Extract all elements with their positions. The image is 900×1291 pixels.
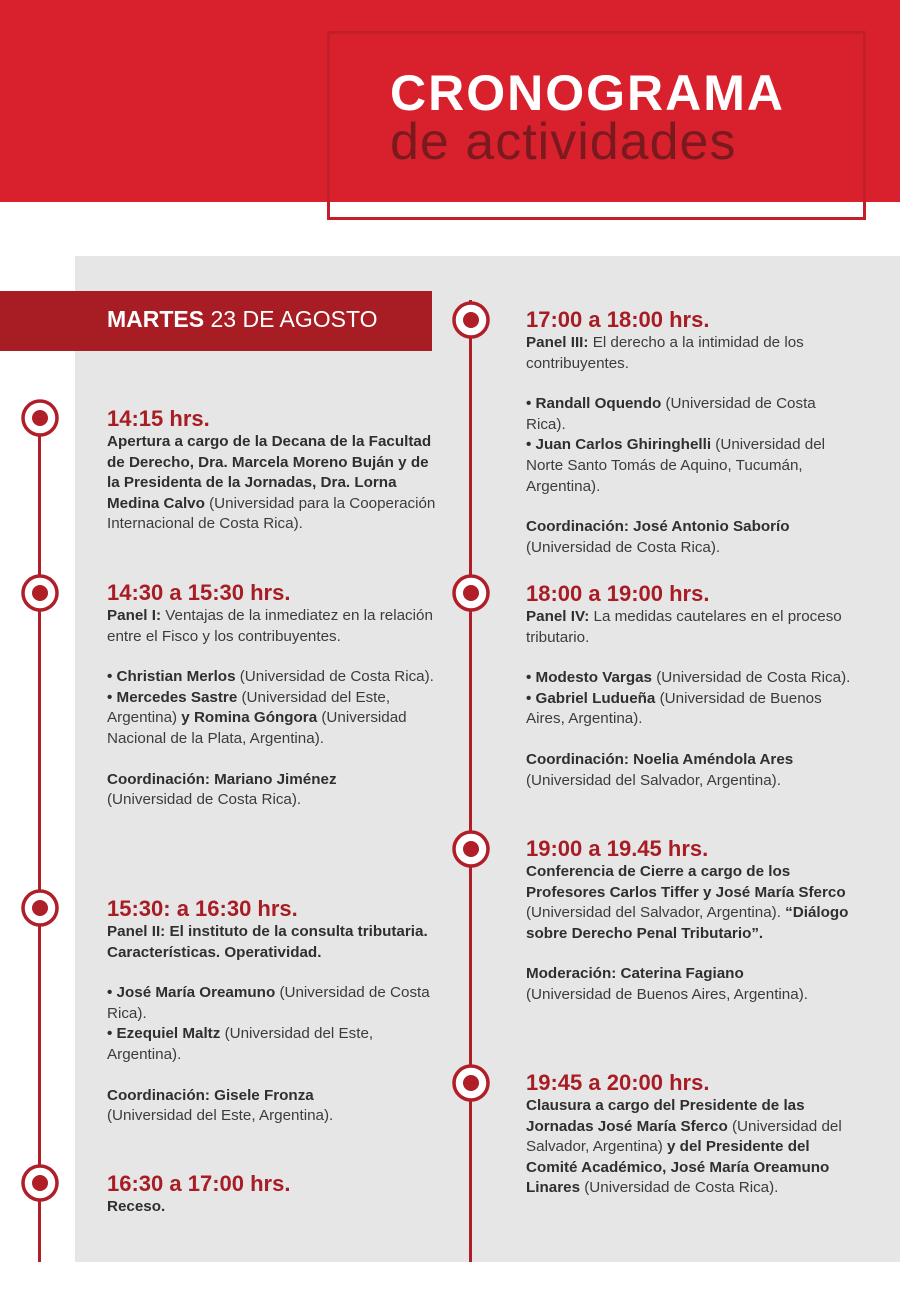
entry-title: Receso. [107, 1198, 166, 1215]
day-label [107, 306, 378, 333]
coordination-affiliation: (Universidad del Salvador, Argentina). [526, 771, 781, 789]
entry-body [107, 432, 437, 535]
entry-time: 19:00 a 19.45 hrs. [526, 836, 709, 861]
coordination-affiliation: (Universidad de Costa Rica). [107, 791, 302, 809]
speaker-name: • Juan Carlos Ghiringhelli [526, 436, 712, 454]
entry-body [526, 1096, 851, 1199]
entry-affiliation: (Universidad del Salvador, Argentina). [526, 904, 781, 922]
entry-title: Clausura a cargo del Presidente de las Jornadas José María Sferco [526, 1097, 805, 1135]
speaker-name: • Modesto Vargas [526, 669, 653, 687]
panel-text: El derecho a la intimidad de los contribuyentes. [526, 334, 804, 372]
speaker-name: • Gabriel Ludueña [526, 689, 656, 707]
coordination [107, 770, 437, 791]
speaker-item [526, 668, 851, 689]
timeline-marker-icon [451, 573, 491, 613]
entry-title: Apertura a cargo de la Decana de la Facultad de Derecho, Dra. Marcela Moreno Buján y de la Presidenta de la Jornadas, Dra. Lorna Medina Calvo [107, 433, 432, 512]
panel-text: Ventajas de la inmediatez en la relación entre el Fisco y los contribuyentes. [107, 607, 433, 645]
speaker-item [107, 667, 437, 688]
entry-time: 14:30 a 15:30 hrs. [107, 580, 291, 605]
entry-time: 14:15 hrs. [107, 406, 210, 431]
panel-description [526, 333, 851, 374]
schedule-entry [107, 896, 437, 1127]
speaker-item [107, 983, 437, 1024]
speaker-name: y Romina Góngora [177, 709, 318, 727]
coordination-label: Coordinación: Mariano Jiménez [107, 770, 337, 788]
coordination-affiliation: (Universidad del Este, Argentina). [107, 1107, 334, 1125]
speaker-name: • José María Oreamuno [107, 984, 276, 1002]
coordination-label: Coordinación: José Antonio Saborío [526, 518, 790, 536]
timeline-line-right [469, 300, 472, 1262]
entry-affiliation: (Universidad del Salvador, Argentina) [526, 1117, 842, 1156]
speaker-affiliation: (Universidad de Costa Rica). [107, 984, 430, 1022]
speaker-affiliation: (Universidad Nacional de la Plata, Argentina). [107, 709, 407, 747]
entry-time: 16:30 a 17:00 hrs. [107, 1171, 291, 1196]
page-title: CRONOGRAMA [390, 65, 785, 121]
entry-title: y del Presidente del Comité Académico, José María Oreamuno Linares [526, 1138, 830, 1197]
schedule-entry [526, 581, 851, 791]
panel-label: Panel I: [107, 607, 162, 624]
schedule-entry [107, 1171, 437, 1218]
panel-description [107, 922, 437, 963]
day-weekday: MARTES [107, 306, 205, 332]
moderation-label: Moderación: Caterina Fagiano [526, 965, 744, 983]
timeline-marker-icon [20, 573, 60, 613]
panel-label: Panel III: [526, 334, 589, 351]
coordination-label: Coordinación: Noelia Améndola Ares [526, 750, 794, 768]
day-date: 23 DE AGOSTO [204, 306, 378, 332]
speaker-name: • Randall Oquendo [526, 395, 662, 413]
speaker-item [107, 1024, 437, 1065]
coordination [526, 517, 851, 538]
schedule-entry [526, 307, 851, 558]
speaker-affiliation: (Universidad de Costa Rica). [235, 668, 434, 686]
coordination [107, 1086, 437, 1107]
panel-text: Panel II: El instituto de la consulta tributaria. Características. Operatividad. [107, 923, 428, 961]
moderation [526, 964, 851, 985]
entry-affiliation: (Universidad de Costa Rica). [580, 1179, 779, 1197]
schedule-entry [526, 1070, 851, 1199]
entry-time: 15:30: a 16:30 hrs. [107, 896, 298, 921]
talk-title: “Diálogo sobre Derecho Penal Tributario”. [526, 904, 849, 942]
panel-description [526, 607, 851, 648]
speaker-affiliation: (Universidad de Costa Rica). [652, 669, 851, 687]
speaker-affiliation: (Universidad del Norte Santo Tomás de Aquino, Tucumán, Argentina). [526, 436, 826, 495]
timeline-marker-icon [20, 398, 60, 438]
coordination [526, 750, 851, 771]
entry-time: 19:45 a 20:00 hrs. [526, 1070, 710, 1095]
schedule-entry [526, 836, 851, 1006]
entry-body [526, 862, 851, 944]
page-subtitle: de actividades [390, 113, 737, 171]
timeline-marker-icon [451, 829, 491, 869]
entry-body [107, 1197, 437, 1218]
speaker-name: • Ezequiel Maltz [107, 1025, 221, 1043]
speaker-affiliation: (Universidad del Este, Argentina) [107, 688, 391, 727]
entry-title: Conferencia de Cierre a cargo de los Profesores Carlos Tiffer y José María Sferco [526, 863, 846, 901]
speaker-item [526, 689, 851, 730]
speaker-name: • Christian Merlos [107, 668, 236, 686]
speaker-item [526, 435, 851, 497]
speaker-item [526, 394, 851, 435]
speaker-affiliation: (Universidad de Buenos Aires, Argentina). [526, 689, 822, 728]
timeline-marker-icon [20, 1163, 60, 1203]
entry-affiliation: (Universidad para la Cooperación Internacional de Costa Rica). [107, 494, 436, 533]
panel-description [107, 606, 437, 647]
schedule-entry [107, 406, 437, 535]
timeline-marker-icon [451, 300, 491, 340]
schedule-entry [107, 580, 437, 811]
speaker-name: • Mercedes Sastre [107, 688, 238, 706]
entry-time: 17:00 a 18:00 hrs. [526, 307, 710, 332]
speaker-affiliation: (Universidad del Este, Argentina). [107, 1025, 374, 1063]
timeline-marker-icon [20, 888, 60, 928]
speaker-item [107, 688, 437, 750]
coordination-label: Coordinación: Gisele Fronza [107, 1086, 314, 1104]
coordination-affiliation: (Universidad de Costa Rica). [526, 538, 721, 556]
entry-time: 18:00 a 19:00 hrs. [526, 581, 710, 606]
panel-label: Panel IV: [526, 608, 590, 625]
timeline-marker-icon [451, 1063, 491, 1103]
panel-text: La medidas cautelares en el proceso tributario. [526, 608, 842, 646]
moderation-affiliation: (Universidad de Buenos Aires, Argentina). [526, 985, 808, 1003]
timeline-line-left [38, 400, 41, 1262]
speaker-affiliation: (Universidad de Costa Rica). [526, 395, 816, 433]
